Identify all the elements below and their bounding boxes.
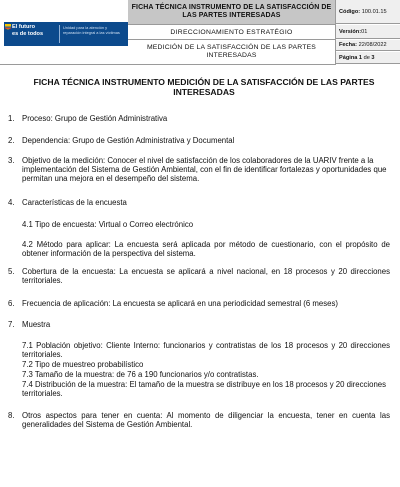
sample-size: 7.3 Tamaño de la muestra: de 76 a 190 funcionarios y/o contratistas. xyxy=(22,370,259,379)
page-label: Página xyxy=(339,54,358,61)
item-text: Objetivo de la medición: Conocer el nivel de satisfacción de los colaboradores de la UARIV frente a la implementación del Sistema de Gestión Ambiental, con el fin de identificar fortalezas y oportunidades que permitan una mejora en el desempeño del sistema. xyxy=(22,156,387,184)
form-title-cell xyxy=(128,0,336,25)
code-value: 100.01.15 xyxy=(361,8,387,15)
logo-divider xyxy=(59,25,60,43)
item-text: Cobertura de la encuesta: La encuesta se aplicará a nivel nacional, en 18 procesos y 20 direcciones territoriales. xyxy=(22,267,390,286)
logo-subtitle: Unidad para la atención y reparación integral a las víctimas xyxy=(63,25,120,35)
page-current: 1 xyxy=(358,54,363,61)
item-number: 2. xyxy=(8,136,15,145)
item-number: 4. xyxy=(8,198,15,207)
area-cell xyxy=(128,25,336,40)
logo-brand xyxy=(12,24,43,37)
item-text: Proceso: Grupo de Gestión Administrativa xyxy=(22,114,168,123)
form-title: FICHA TÉCNICA INSTRUMENTO DE LA SATISFACCIÓN DE LAS PARTES INTERESADAS xyxy=(131,4,332,19)
item-number: 5. xyxy=(8,267,15,276)
target-population: 7.1 Población objetivo: Cliente Interno: funcionarios y contratistas de los 18 procesos y 20 direcciones territoriales. xyxy=(22,341,390,360)
logo-brand-line1: El futuro xyxy=(12,24,35,30)
document-header xyxy=(0,0,400,64)
item-number: 6. xyxy=(8,299,15,308)
item-text: Características de la encuesta xyxy=(22,198,127,207)
date-label: Fecha: xyxy=(339,42,358,48)
code-cell xyxy=(336,0,400,24)
page-of: de xyxy=(363,54,370,61)
item-number: 1. xyxy=(8,114,15,123)
item-text: Otros aspectos para tener en cuenta: Al momento de diligenciar la encuesta, tener en cuenta las generalidades del Sistema de Gestión Ambiental. xyxy=(22,411,390,430)
page-cell xyxy=(336,52,400,64)
sample-distribution: 7.4 Distribución de la muestra: El tamaño de la muestra se distribuye en los 18 procesos y 20 direcciones territoriales. xyxy=(22,380,387,399)
item-number: 8. xyxy=(8,411,15,420)
organization-logo xyxy=(4,22,128,46)
page-total: 3 xyxy=(371,54,375,61)
item-text: Frecuencia de aplicación: La encuesta se aplicará en una periodicidad semestral (6 meses) xyxy=(22,299,338,308)
code-label: Código: xyxy=(339,8,361,15)
document-title: FICHA TÉCNICA INSTRUMENTO MEDICIÓN DE LA SATISFACCIÓN DE LAS PARTES INTERESADAS xyxy=(33,77,375,97)
area-name: DIRECCIONAMIENTO ESTRATÉGIO xyxy=(170,28,293,36)
item-number: 7. xyxy=(8,320,15,329)
version-value: 01 xyxy=(361,28,368,35)
sampling-type: 7.2 Tipo de muestreo probabilístico xyxy=(22,360,144,369)
date-value: 22/08/2022 xyxy=(358,42,387,48)
survey-method: 4.2 Método para aplicar: La encuesta será aplicada por método de cuestionario, con el propósito de obtener información de la perspectiva del sistema. xyxy=(22,240,390,259)
logo-cell xyxy=(0,0,129,65)
version-label: Versión: xyxy=(339,28,362,35)
process-name: MEDICIÓN DE LA SATISFACCIÓN DE LAS PARTES INTERESADAS xyxy=(146,44,317,59)
date-cell xyxy=(336,40,400,51)
item-text: Dependencia: Grupo de Gestión Administrativa y Documental xyxy=(22,136,235,145)
process-cell xyxy=(128,40,336,65)
item-number: 3. xyxy=(8,156,15,165)
version-cell xyxy=(336,25,400,39)
item-text: Muestra xyxy=(22,320,51,329)
logo-brand-line2: es de todos xyxy=(12,30,44,37)
crest-icon xyxy=(5,24,11,31)
survey-type: 4.1 Tipo de encuesta: Virtual o Correo electrónico xyxy=(22,220,194,229)
